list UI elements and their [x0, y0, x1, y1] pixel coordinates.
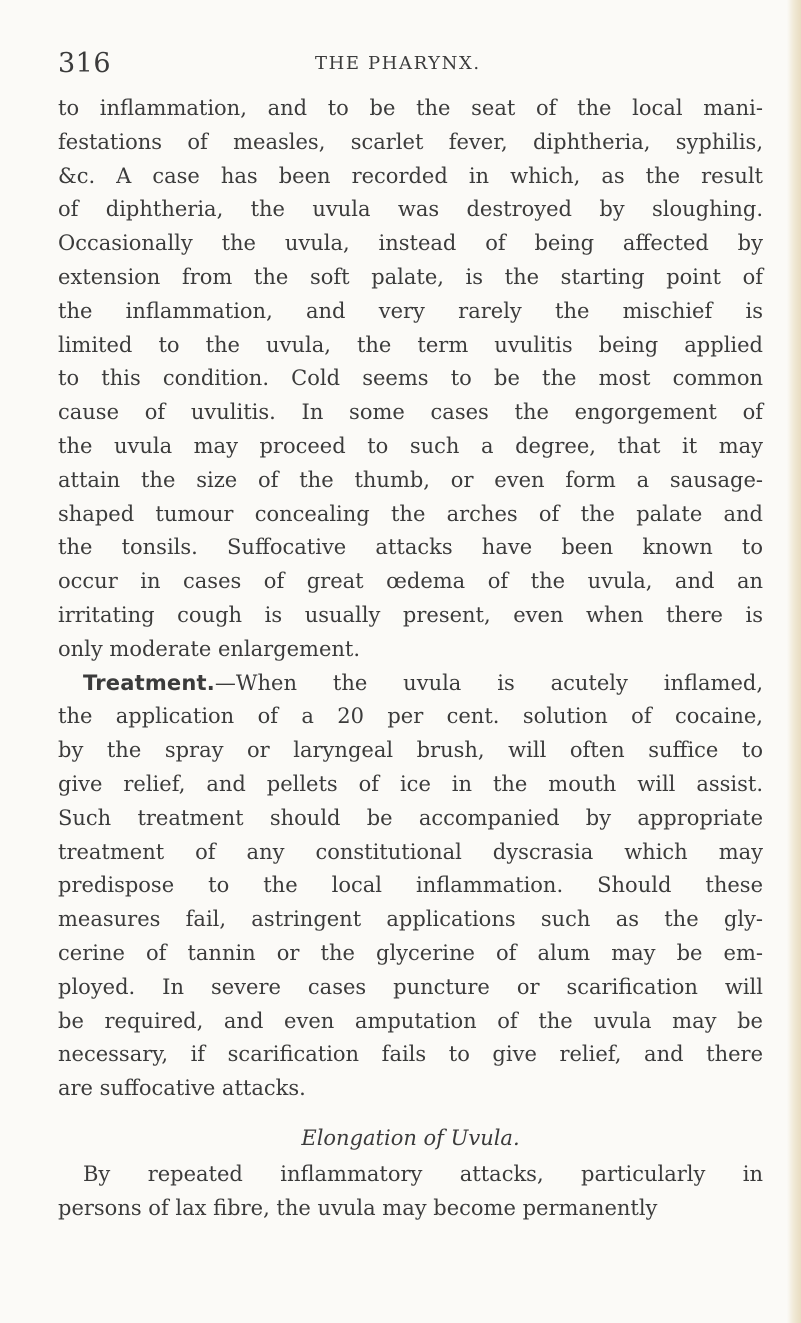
running-head	[58, 0, 763, 79]
text-line: measures fail, astringent applications such as the gly-	[58, 907, 763, 932]
treatment-first-line: —When the uvula is acutely inflamed,	[214, 670, 763, 695]
text-line: &c. A case has been recorded in which, as the result	[58, 163, 763, 188]
text-line: By repeated inflammatory attacks, particularly in	[83, 1161, 763, 1186]
text-line: to inflammation, and to be the seat of the local mani-	[58, 96, 763, 120]
text-line: festations of measles, scarlet fever, diphtheria, syphilis,	[58, 129, 763, 154]
text-line: shaped tumour concealing the arches of the palate and	[58, 501, 763, 526]
text-line: treatment of any constitutional dyscrasia which may	[58, 839, 763, 864]
body-text	[58, 92, 763, 1226]
text-line: are suffocative attacks.	[58, 1076, 306, 1101]
text-line: by the spray or laryngeal brush, will often suffice to	[58, 738, 763, 763]
text-line: the tonsils. Suffocative attacks have been known to	[58, 535, 763, 560]
text-line: of diphtheria, the uvula was destroyed by sloughing.	[58, 197, 763, 222]
book-page	[58, 0, 763, 1220]
page-edge	[787, 0, 801, 1323]
text-line: give relief, and pellets of ice in the mouth will assist.	[58, 771, 763, 796]
text-line: Occasionally the uvula, instead of being affected by	[58, 231, 763, 256]
paragraph-elongation	[58, 1158, 763, 1226]
text-line: the application of a 20 per cent. solution of cocaine,	[58, 704, 763, 729]
text-line	[58, 667, 763, 701]
text-line: Such treatment should be accompanied by appropriate	[58, 805, 763, 830]
text-line: to this condition. Cold seems to be the most common	[58, 366, 763, 391]
text-line: the uvula may proceed to such a degree, that it may	[58, 433, 763, 458]
text-line: cause of uvulitis. In some cases the engorgement of	[58, 400, 763, 425]
section-heading: Elongation of Uvula.	[301, 1125, 520, 1150]
paragraph-treatment	[58, 667, 763, 1106]
text-line: irritating cough is usually present, even when there is	[58, 602, 763, 627]
text-line: be required, and even amputation of the uvula may be	[58, 1008, 763, 1033]
text-line: persons of lax fibre, the uvula may become permanently	[58, 1195, 658, 1220]
paragraph-uvulitis	[58, 92, 763, 667]
text-line: occur in cases of great œdema of the uvula, and an	[58, 569, 763, 594]
text-line: necessary, if scarification fails to give relief, and there	[58, 1042, 763, 1067]
text-line: cerine of tannin or the glycerine of alum may be em-	[58, 940, 763, 965]
text-line: the inflammation, and very rarely the mischief is	[58, 298, 763, 323]
treatment-heading: Treatment.	[83, 670, 215, 695]
text-line: attain the size of the thumb, or even form a sausage-	[58, 467, 763, 492]
page-number: 316	[58, 48, 112, 79]
text-line: limited to the uvula, the term uvulitis being applied	[58, 332, 763, 357]
running-title: THE PHARYNX.	[315, 53, 481, 74]
text-line: ployed. In severe cases puncture or scarification will	[58, 974, 763, 999]
text-line: only moderate enlargement.	[58, 636, 361, 661]
text-line: predispose to the local inflammation. Should these	[58, 873, 763, 898]
text-line: extension from the soft palate, is the starting point of	[58, 264, 763, 289]
